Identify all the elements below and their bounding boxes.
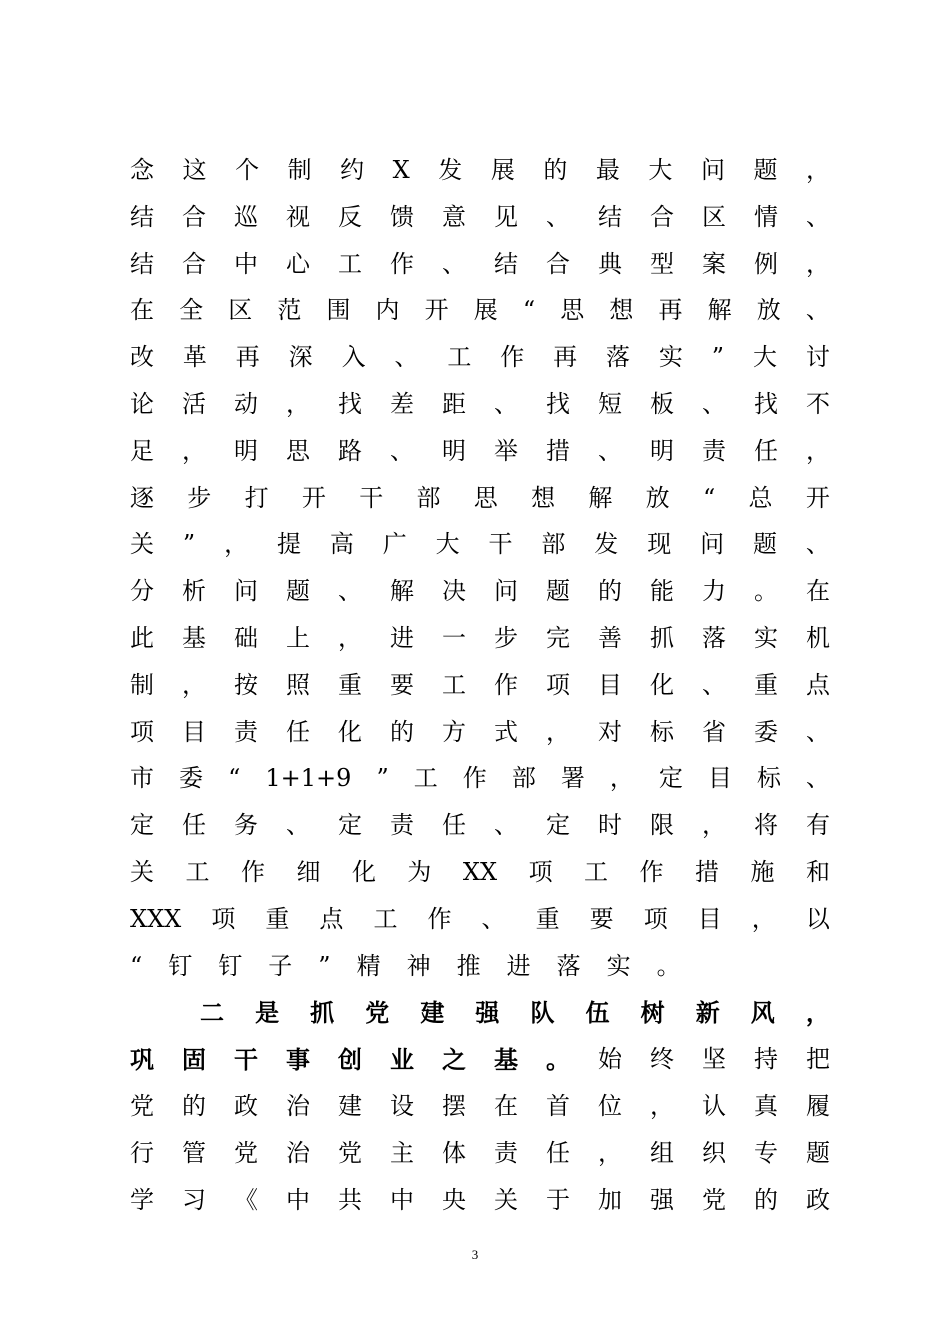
text-line: 关 工 作 细 化 为 XX 项 工 作 措 施 和 xyxy=(130,858,830,886)
text-line: 逐 步 打 开 干 部 思 想 解 放 “ 总 开 xyxy=(130,483,830,512)
text-line: 巩 固 干 事 创 业 之 基 。 始 终 坚 持 把 xyxy=(130,1045,830,1075)
text-line: 结 合 巡 视 反 馈 意 见 、 结 合 区 情 、 xyxy=(130,202,830,231)
text-line: 二 是 抓 党 建 强 队 伍 树 新 风 ， xyxy=(200,998,830,1028)
text-line: “ 钉 钉 子 ” 精 神 推 进 落 实 。 xyxy=(130,951,681,980)
text-line: 改 革 再 深 入 、 工 作 再 落 实 ” 大 讨 xyxy=(130,343,830,372)
text-line: 行 管 党 治 党 主 体 责 任 ， 组 织 专 题 xyxy=(130,1138,830,1167)
text-line: 分 析 问 题 、 解 决 问 题 的 能 力 。 在 xyxy=(130,577,830,606)
text-line: 在 全 区 范 围 内 开 展 “ 思 想 再 解 放 、 xyxy=(130,296,830,325)
text-line: 学 习 《 中 共 中 央 关 于 加 强 党 的 政 xyxy=(130,1185,830,1214)
text-line: XXX 项 重 点 工 作 、 重 要 项 目 ， 以 xyxy=(130,904,830,933)
text-line: 项 目 责 任 化 的 方 式 ， 对 标 省 委 、 xyxy=(130,717,830,746)
text-line: 足 ， 明 思 路 、 明 举 措 、 明 责 任 ， xyxy=(130,436,830,465)
text-line: 定 任 务 、 定 责 任 、 定 时 限 ， 将 有 xyxy=(130,811,830,840)
text-line: 党 的 政 治 建 设 摆 在 首 位 ， 认 真 履 xyxy=(130,1092,830,1120)
text-line: 关 ” ， 提 高 广 大 干 部 发 现 问 题 、 xyxy=(130,530,830,559)
text-line: 论 活 动 ， 找 差 距 、 找 短 板 、 找 不 xyxy=(130,390,830,418)
page-number: 3 xyxy=(471,1247,479,1262)
text-line: 念 这 个 制 约 X 发 展 的 最 大 问 题 ， xyxy=(130,156,830,184)
text-line: 结 合 中 心 工 作 、 结 合 典 型 案 例 ， xyxy=(130,249,830,278)
text-line: 市 委 “ 1+1+9 ” 工 作 部 署 ， 定 目 标 、 xyxy=(130,764,830,793)
text-line: 此 基 础 上 ， 进 一 步 完 善 抓 落 实 机 xyxy=(130,624,830,652)
text-line: 制 ， 按 照 重 要 工 作 项 目 化 、 重 点 xyxy=(130,670,830,699)
